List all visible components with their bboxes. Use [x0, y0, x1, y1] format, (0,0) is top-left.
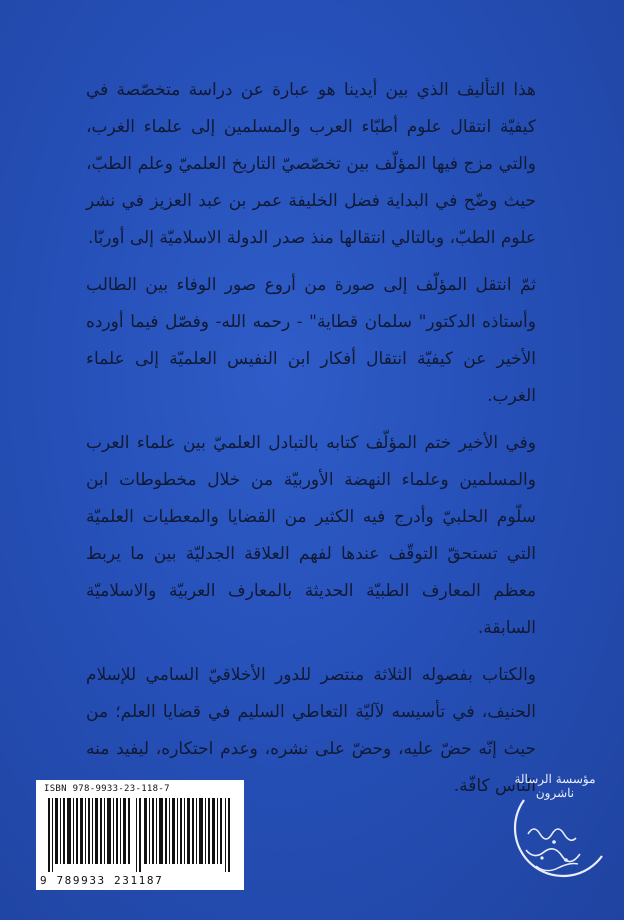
blurb-paragraph-2: ثمّ انتقل المؤلّف إلى صورة من أروع صور الوفاء بين الطالب وأستاذه الدكتور" سلمان قطاية" - رحمه الله- وفصّل فيما أورده الأخير عن كيفيّة انتقال أفكار ابن النفيس العلميّة إلى علماء الغرب.: [86, 275, 536, 406]
crescent-calligraphy-icon: [506, 794, 606, 898]
barcode-digits: 9 789933 231187: [40, 874, 164, 887]
blurb-paragraph-1: هذا التأليف الذي بين أيدينا هو عبارة عن دراسة متخصّصة في كيفيّة انتقال علوم أطبّاء العرب والمسلمين إلى علماء الغرب، والتي مزج فيها المؤلّف بين تخصّصيّ التاريخ العلميّ وعلم الطبّ، حيث وضّح في البداية فضل الخليفة عمر بن عبد العزيز في نشر علوم الطبّ، وبالتالي انتقالها منذ صدر الدولة الاسلاميّة إلى أوربّا.: [86, 80, 536, 248]
publisher-logo: [500, 772, 610, 902]
blurb-text: [86, 72, 536, 815]
isbn-label: ISBN 978-9933-23-118-7: [44, 784, 170, 794]
barcode-bars: [48, 798, 232, 872]
blurb-paragraph-3: وفي الأخير ختم المؤلّف كتابه بالتبادل العلميّ بين علماء العرب والمسلمين وعلماء النهضة الأوربيّة من خلال مخطوطات ابن سلّوم الحلبيّ وأدرج فيه الكثير من القضايا والمعطيات العلميّة التي تستحقّ التوقّف عندها لفهم العلاقة الجدليّة بين ما يربط معظم المعارف الطبيّة الحديثة بالمعارف العربيّة والاسلاميّة السابقة.: [86, 433, 536, 638]
blurb-paragraph-4: والكتاب بفصوله الثلاثة منتصر للدور الأخلاقيّ السامي للإسلام الحنيف، في تأسيسه لآليّة التعاطي السليم في قضايا العلم؛ من حيث إنّه حضّ عليه، وحضّ على نشره، وعدم احتكاره، ليفيد منه الناس كافّة.: [86, 665, 536, 796]
publisher-name: مؤسسة الرسالة ناشرون: [514, 772, 596, 800]
isbn-barcode: [36, 780, 244, 890]
